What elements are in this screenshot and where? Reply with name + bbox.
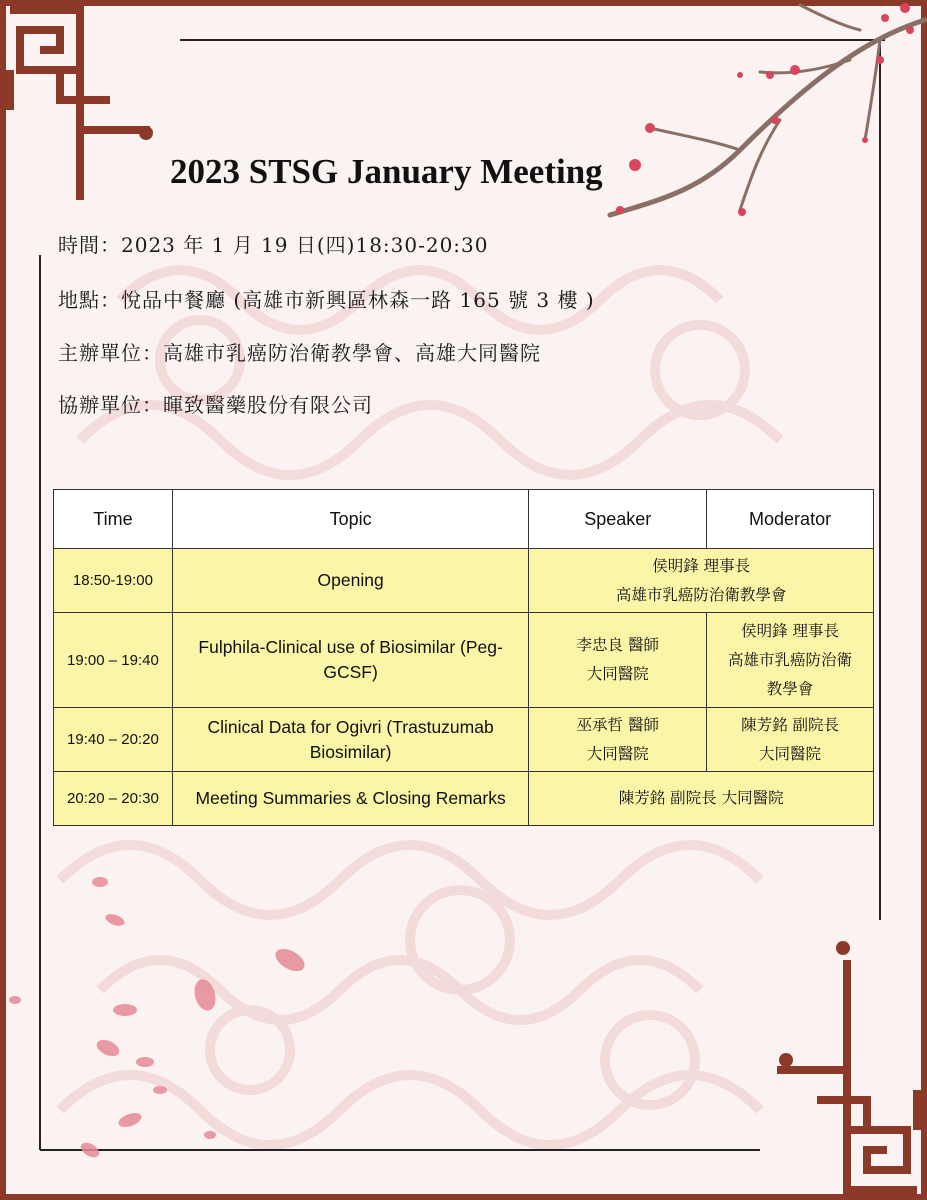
table-row bbox=[54, 772, 874, 826]
row-topic: Meeting Summaries & Closing Remarks bbox=[172, 772, 528, 826]
moderator-affiliation-cont: 教學會 bbox=[766, 679, 814, 698]
lattice-ornament-top-left bbox=[10, 10, 150, 200]
moderator-affiliation: 大同醫院 bbox=[759, 744, 822, 763]
speaker-affiliation: 高雄市乳癌防治衛教學會 bbox=[615, 585, 787, 604]
row-topic: Opening bbox=[172, 549, 528, 613]
table-row bbox=[54, 708, 874, 772]
lattice-ornament-bottom-right bbox=[777, 960, 917, 1190]
speaker-name: 李忠良 醫師 bbox=[576, 636, 659, 654]
row-speaker-moderator bbox=[529, 772, 874, 826]
moderator-name: 陳芳銘 副院長 bbox=[741, 715, 840, 734]
header-time: Time bbox=[54, 490, 173, 549]
moderator-affiliation: 高雄市乳癌防治衛 bbox=[728, 650, 853, 669]
header-moderator: Moderator bbox=[707, 490, 874, 549]
meeting-organizer: 主辦單位：高雄市乳癌防治衛教學會、高雄大同醫院 bbox=[58, 341, 541, 365]
header-topic: Topic bbox=[172, 490, 528, 549]
row-topic: Fulphila-Clinical use of Biosimilar (Peg-GCSF) bbox=[172, 613, 528, 708]
speaker-affiliation: 大同醫院 bbox=[586, 744, 649, 763]
moderator-name: 侯明鋒 理事長 bbox=[741, 621, 840, 640]
speaker-moderator: 陳芳銘 副院長 大同醫院 bbox=[618, 789, 784, 807]
plum-branch bbox=[610, 5, 925, 215]
row-time: 20:20 – 20:30 bbox=[54, 772, 173, 826]
row-speaker bbox=[529, 613, 707, 708]
meeting-co-organizer: 協辦單位：暉致醫藥股份有限公司 bbox=[58, 393, 373, 417]
row-time: 19:00 – 19:40 bbox=[54, 613, 173, 708]
meeting-venue: 地點：悅品中餐廳 (高雄市新興區林森一路 165 號 3 樓 ) bbox=[58, 288, 595, 312]
table-row bbox=[54, 613, 874, 708]
meeting-title: 2023 STSG January Meeting bbox=[170, 152, 603, 191]
speaker-affiliation: 大同醫院 bbox=[586, 665, 649, 683]
header-speaker: Speaker bbox=[529, 490, 707, 549]
meeting-time: 時間：2023 年 1 月 19 日(四)18:30-20:30 bbox=[58, 233, 489, 257]
speaker-name: 巫承哲 醫師 bbox=[576, 715, 659, 734]
row-moderator bbox=[707, 613, 874, 708]
row-topic: Clinical Data for Ogivri (Trastuzumab Biosimilar) bbox=[172, 708, 528, 772]
row-speaker-moderator bbox=[529, 549, 874, 613]
agenda-table bbox=[53, 489, 874, 826]
table-row bbox=[54, 549, 874, 613]
row-speaker bbox=[529, 708, 707, 772]
row-moderator bbox=[707, 708, 874, 772]
speaker-name: 侯明鋒 理事長 bbox=[652, 556, 751, 575]
row-time: 18:50-19:00 bbox=[54, 549, 173, 613]
table-header-row bbox=[54, 490, 874, 549]
row-time: 19:40 – 20:20 bbox=[54, 708, 173, 772]
